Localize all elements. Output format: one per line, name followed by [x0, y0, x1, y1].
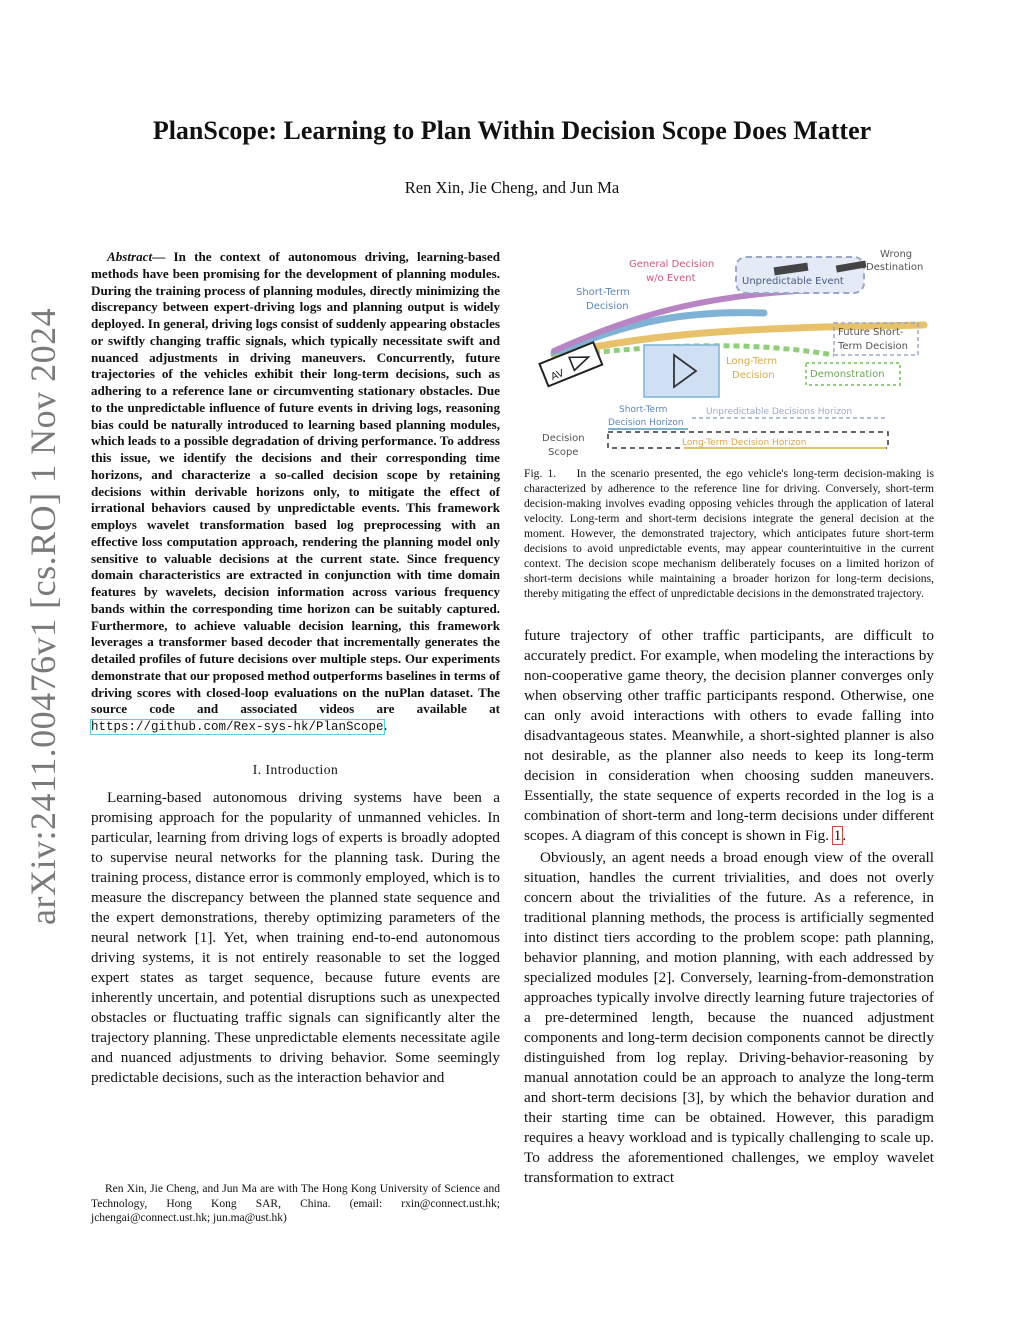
label-short-term-decision: Decision: [586, 301, 629, 312]
figure-1-reference-link[interactable]: 1: [833, 827, 842, 844]
caption-label: Fig. 1.: [524, 467, 557, 480]
right-paragraph-1-text: future trajectory of other traffic participants, are difficult to accurately predict. For example, when modeling the interactions by non-cooperative game theory, the decision planner converges only when observing other traffic participants respond. Otherwise, one can only avoid interactions with others to evade falling into disadvantageous states. Meanwhile, a short-sighted planner is also not desirable, as the planner also needs to keep its long-term decision in consideration when choosing sudden maneuvers. Essentially, the state sequence of experts recorded in the log is a combination of short-term and long-term decisions under different scopes. A diagram of this concept is shown in Fig.: [524, 627, 934, 844]
av-label: AV: [549, 367, 566, 384]
caption-text: In the scenario presented, the ego vehicle's long-term decision-making is characterized by adherence to the reference line for driving. Conversely, short-term decision-making involves evading opposing vehicles through the application of lateral velocity. Long-term and short-term decisions integrate the general decision at the moment. However, the demonstrated trajectory, which anticipates future short-term decisions to avoid unpredictable events, may appear counterintuitive in the current context. The decision scope mechanism deliberately focuses on a limited horizon of short-term decisions while maintaining a broader horizon for long-term decisions, thereby mitigating the effect of unpredictable decisions in the demonstrated trajectory.: [524, 467, 934, 600]
label-st-horizon-2: Decision Horizon: [608, 418, 684, 428]
label-st-horizon-1: Short-Term: [619, 405, 668, 415]
abstract: [91, 249, 500, 736]
section-heading-introduction: I. Introduction: [252, 761, 339, 777]
decision-scope-diagram: [524, 245, 934, 460]
label-decision-scope-1: Decision: [542, 433, 585, 444]
figure-1: [524, 245, 934, 460]
label-demonstration: Demonstration: [810, 369, 885, 380]
right-paragraph-1: [524, 626, 934, 846]
label-lt-horizon: Long-Term Decision Horizon: [682, 438, 807, 448]
right-paragraph-2: Obviously, an agent needs a broad enough view of the overall situation, handles the current trivialities, and does not overly concern about the trivialities of the future. As a reference, in traditional planning methods, the process is artificially segmented into distinct tiers according to the problem scope: path planning, behavior planning, and motion planning, with each addressed by specialized modules [2]. Conversely, learning-from-demonstration approaches typically involve directly learning future trajectories of a pre-determined length, because the nuanced adjustment components and long-term decision components cannot be directly distinguished from log replay. Driving-behavior-reasoning by manual annotation could be an approach to analyze the long-term and short-term decisions [3], by which the behavior duration and their starting time can be obtained. However, this paradigm requires a heavy workload and is typically challenging to scale up. To address the aforementioned challenges, we employ wavelet transformation to extract: [524, 849, 934, 1186]
label-destination: Destination: [866, 262, 924, 273]
author-affiliation-footnote: Ren Xin, Jie Cheng, and Jun Ma are with The Hong Kong University of Science and Technology, Hong Kong SAR, China. (email: rxin@connect.ust.hk; jchengai@connect.ust.hk; jun.ma@ust.hk): [91, 1183, 500, 1224]
abstract-text: — In the context of autonomous driving, learning-based methods have been promising for the development of planning modules. During the training process of planning modules, directly minimizing the discrepancy between expert-driving logs and planning output is widely deployed. In general, driving logs consist of suddenly appearing obstacles or swiftly changing traffic signals, which typically necessitate swift and nuanced adjustments in driving maneuvers. Concurrently, future trajectories of the vehicles exhibit their long-term decisions, such as adhering to a reference lane or circumventing stationary obstacles. Due to the unpredictable influence of future events in driving logs, reasoning bias could be naturally introduced to learning based planning modules, which leads to a possible degradation of driving performance. To address this issue, we identify the decisions and their corresponding time horizons, and characterize a so-called decision scope by retaining decisions within derivable horizons only, to mitigate the effect of irrational behaviors caused by unpredictable events. This framework employs wavelet transformation based log preprocessing with an effective loss computation approach, rendering the planning model only sensitive to valuable decisions at the current state. Since frequency domain characteristics are extracted in conjunction with time domain features by wavelets, decision information across various frequency bands within the corresponding time horizon can be suitably captured. Furthermore, to achieve valuable decision learning, this framework leverages a transformer based decoder that incrementally generates the detailed profiles of future decisions over multiple steps. Our experiments demonstrate that our proposed method outperforms baselines in terms of driving scores with closed-loop evaluations on the nuPlan dataset. The source code and associated videos are available at: [91, 249, 500, 717]
label-future-short: Future Short-: [838, 327, 904, 338]
label-decision-scope-2: Scope: [548, 447, 579, 458]
source-code-link[interactable]: https://github.com/Rex-sys-hk/PlanScope: [91, 720, 384, 734]
abstract-lead: Abstract: [107, 249, 153, 264]
label-long-term-decision: Decision: [732, 370, 775, 381]
label-wrong: Wrong: [880, 249, 913, 260]
arxiv-identifier: arXiv:2411.00476v1 [cs.RO] 1 Nov 2024: [23, 307, 63, 925]
left-column: [91, 249, 500, 1088]
abstract-end: .: [383, 718, 387, 733]
label-unpredictable-horizon: Unpredictable Decisions Horizon: [706, 407, 853, 417]
label-unpredictable-event: Unpredictable Event: [742, 276, 844, 287]
right-column: [524, 626, 934, 1188]
obstacle-box: [644, 345, 719, 397]
unpredictable-event-box: [736, 257, 864, 293]
intro-paragraph: Learning-based autonomous driving systems have been a promising approach for the popularity of unmanned vehicles. In particular, learning from driving logs of experts is broadly adopted to supervise neural networks for the planning task. During the training process, distance error is commonly employed, which is to measure the discrepancy between the planned state sequence and the expert demonstrations, thereby optimizing parameters of the neural network [1]. Yet, when training end-to-end autonomous driving systems, it is not entirely reasonable to set the logged expert states as target sequence, because future events are inherently uncertain, and potential disruptions such as unexpected obstacles or fluctuating traffic signals can significantly alter the trajectory planning. These unpredictable elements necessitate agile and nuanced adjustments to driving behavior. Some seemingly predictable decisions, such as the interaction behavior and: [91, 788, 500, 1086]
paper-title: PlanScope: Learning to Plan Within Decision Scope Does Matter: [152, 116, 872, 145]
label-short-term: Short-Term: [576, 287, 630, 298]
label-long-term: Long-Term: [726, 356, 778, 367]
paper-authors: Ren Xin, Jie Cheng, and Jun Ma: [404, 178, 620, 197]
label-term-decision: Term Decision: [838, 341, 908, 352]
label-wo-event: w/o Event: [646, 273, 696, 284]
right-paragraph-1-end: .: [842, 827, 847, 844]
label-general-decision: General Decision: [629, 259, 715, 270]
figure-1-caption: [524, 466, 934, 601]
